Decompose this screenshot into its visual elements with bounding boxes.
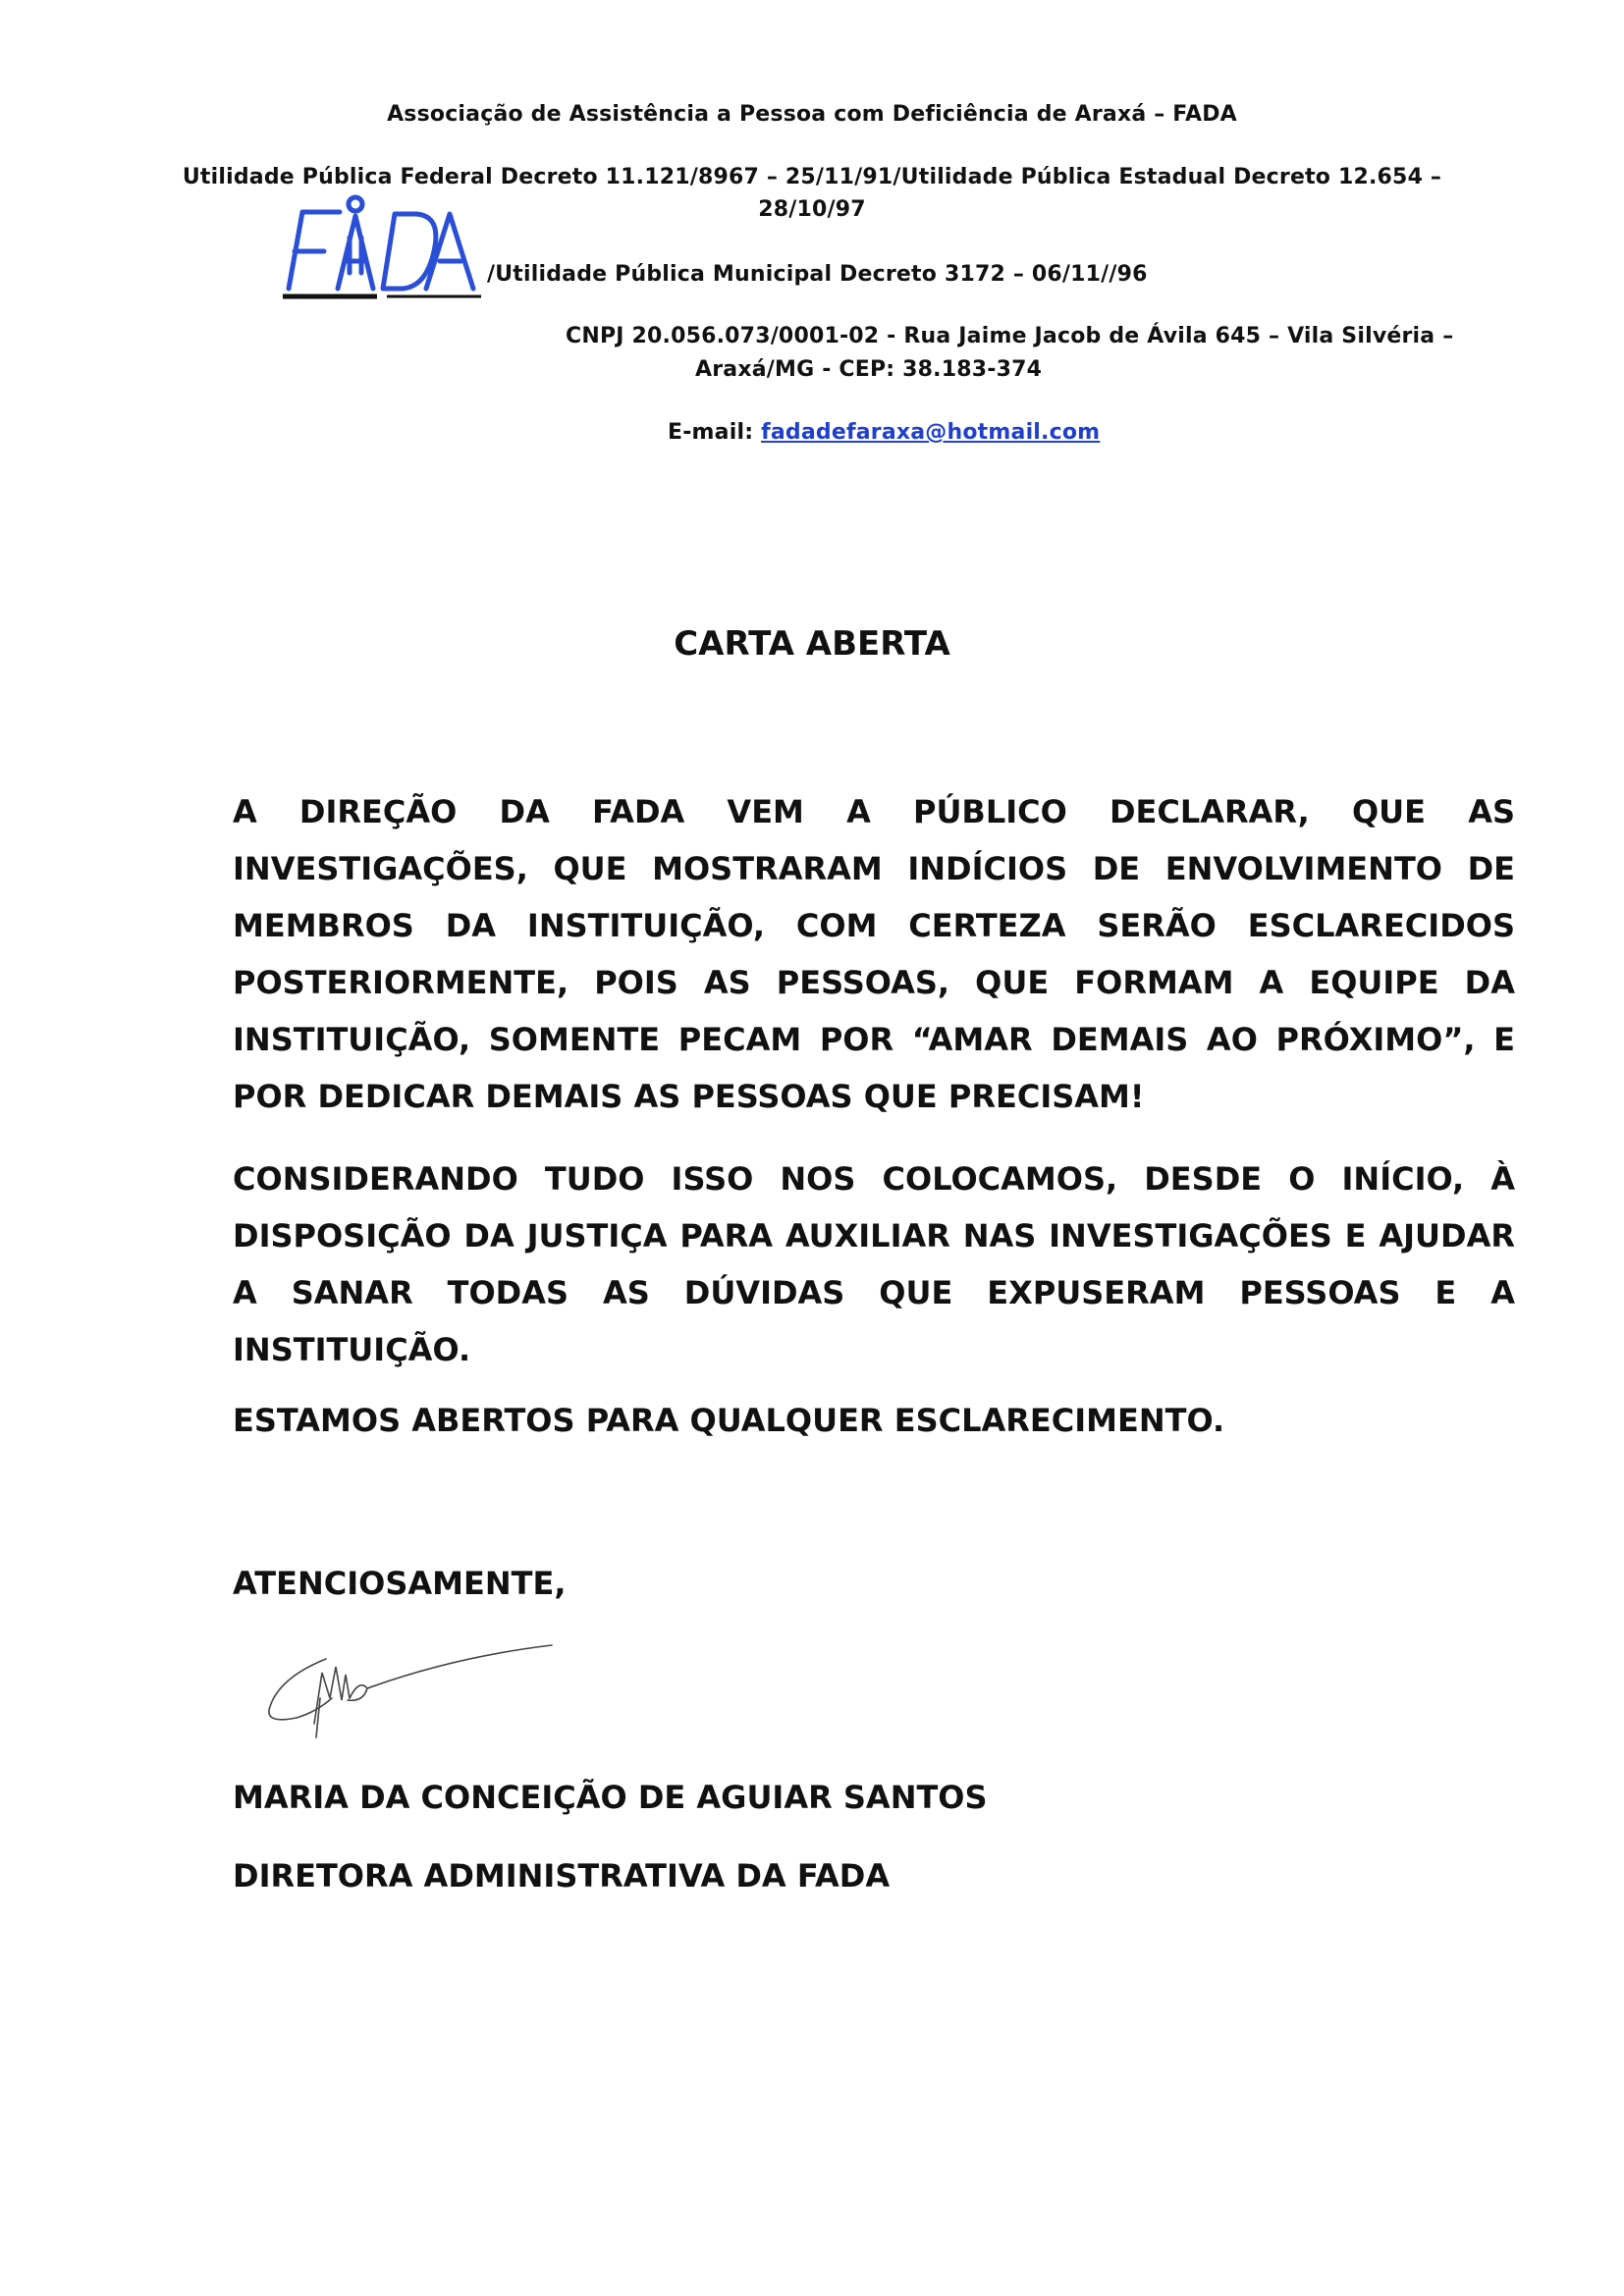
letterhead-address: CNPJ 20.056.073/0001-02 - Rua Jaime Jacob de Ávila 645 – Vila Silvéria – — [566, 324, 1454, 348]
handwritten-signature — [257, 1639, 562, 1747]
letterhead-municipal-decree: /Utilidade Pública Municipal Decreto 3172 – 06/11//96 — [487, 262, 1148, 287]
letter-paragraph-3: ESTAMOS ABERTOS PARA QUALQUER ESCLARECIMENTO. — [233, 1402, 1225, 1439]
letterhead-decree-date: 28/10/97 — [758, 197, 866, 222]
letterhead-city-cep: Araxá/MG - CEP: 38.183-374 — [695, 357, 1043, 382]
letter-title: CARTA ABERTA — [674, 624, 950, 664]
signer-name: MARIA DA CONCEIÇÃO DE AGUIAR SANTOS — [233, 1779, 988, 1816]
letterhead-org-name: Associação de Assistência a Pessoa com Deficiência de Araxá – FADA — [387, 102, 1237, 127]
letter-paragraph-1: A DIREÇÃO DA FADA VEM A PÚBLICO DECLARAR, QUE AS INVESTIGAÇÕES, QUE MOSTRARAM INDÍCIOS DE ENVOLVIMENTO DE MEMBROS DA INSTITUIÇÃO, COM CERTEZA SERÃO ESCLARECIDOS POSTERIORMENTE, POIS AS PESSOAS, QUE FORMAM A EQUIPE DA INSTITUIÇÃO, SOMENTE PECAM POR “AMAR DEMAIS AO PRÓXIMO”, E POR DEDICAR DEMAIS AS PESSOAS QUE PRECISAM! — [233, 793, 1515, 1115]
letterhead-decree-line: Utilidade Pública Federal Decreto 11.121/8967 – 25/11/91/Utilidade Pública Estadual Decreto 12.654 – — [182, 165, 1442, 189]
signer-title: DIRETORA ADMINISTRATIVA DA FADA — [233, 1857, 891, 1895]
letter-paragraph-2: CONSIDERANDO TUDO ISSO NOS COLOCAMOS, DESDE O INÍCIO, À DISPOSIÇÃO DA JUSTIÇA PARA AUXILIAR NAS INVESTIGAÇÕES E AJUDAR A SANAR TODAS AS DÚVIDAS QUE EXPUSERAM PESSOAS E A INSTITUIÇÃO. — [233, 1160, 1515, 1368]
fada-logo-icon — [279, 192, 485, 302]
letterhead-email-line — [668, 420, 1100, 445]
email-label: E-mail: — [668, 420, 762, 445]
letter-closing: ATENCIOSAMENTE, — [233, 1565, 567, 1602]
email-link[interactable]: fadadefaraxa@hotmail.com — [761, 420, 1101, 445]
